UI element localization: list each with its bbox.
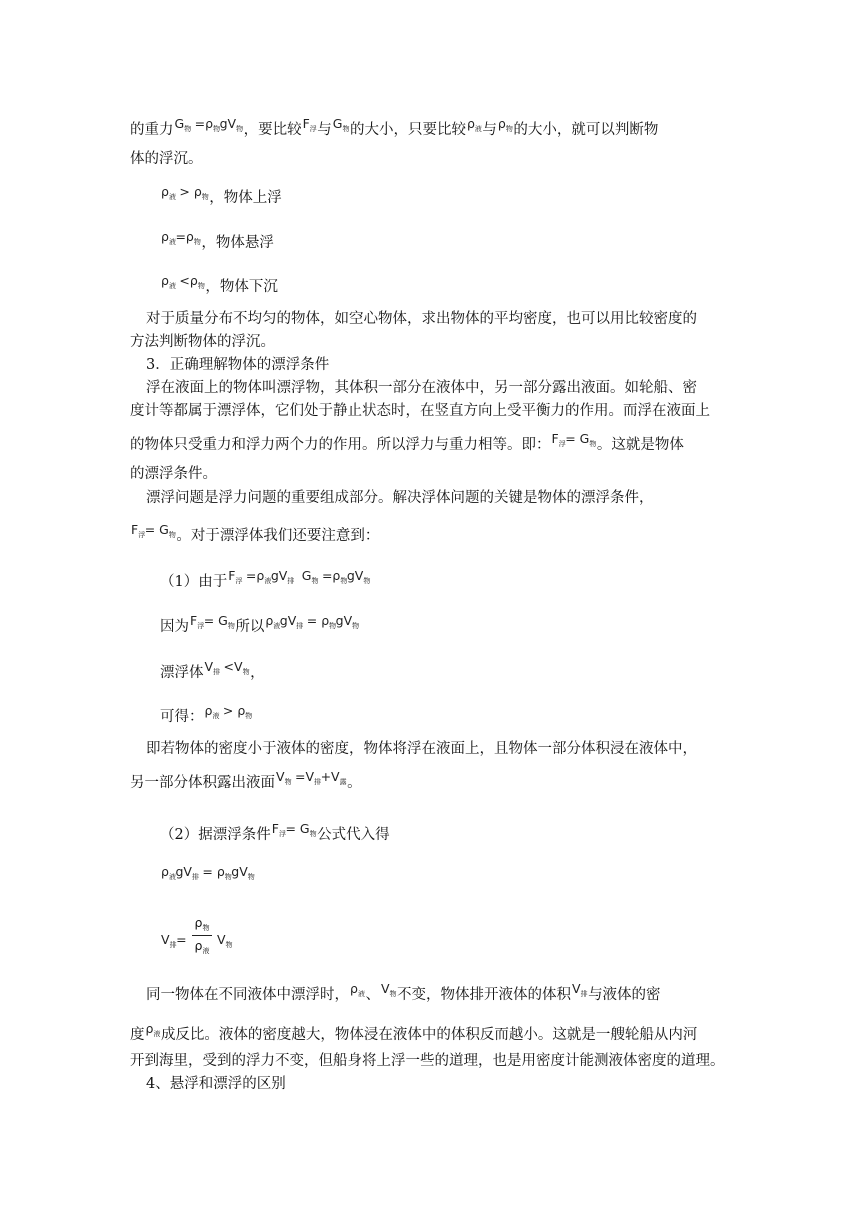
text-line: 的物体只受重力和浮力两个力的作用。所以浮力与重力相等。即：$F_浮= G_物$。这就是物体 (130, 431, 684, 453)
text-line: 漂浮体$V_排 <V_物$， (160, 659, 265, 681)
formula: $\rho_液$ (145, 1021, 160, 1038)
text-line: 开到海里，受到的浮力不变，但船身将上浮一些的道理，也是用密度计能测液体密度的道理。 (130, 1053, 725, 1069)
formula: $\rho_液$ (350, 981, 365, 998)
formula: $V_物$ (380, 981, 396, 998)
formula: $F_浮= G_物$ (190, 613, 235, 630)
text-line: 度计等都属于漂浮体，它们处于静止状态时，在竖直方向上受平衡力的作用。而浮在液面上 (130, 403, 710, 419)
formula: $\rho_液gV_排 = \rho_物gV_物$ (161, 864, 255, 881)
formula: $V_排$ (572, 981, 588, 998)
formula: $\rho_液 <\rho_物$ (161, 273, 205, 290)
text-line: 因为$F_浮= G_物$所以$\rho_液gV_排 = \rho_物gV_物$ (160, 613, 359, 635)
formula: $F_浮= G_物$ (131, 522, 176, 539)
formula-line (160, 917, 233, 962)
text-line: 对于质量分布不均匀的物体，如空心物体，求出物体的平均密度，也可以用比较密度的 (146, 311, 697, 327)
text-line: 另一部分体积露出液面$V_物 =V_排+V_露$。 (130, 769, 362, 791)
formula: $\rho_物$ (497, 116, 513, 133)
text-line: （2）据漂浮条件$F_浮= G_物$公式代入得 (160, 821, 390, 843)
text-line: 体的浮沉。 (130, 151, 203, 167)
text-line: 方法判断物体的浮沉。 (130, 334, 275, 350)
formula: $F_浮= G_物$ (271, 821, 317, 838)
formula: $\rho_液 > \rho_物$ (204, 703, 252, 720)
formula: $F_浮= G_物$ (551, 431, 596, 448)
formula: $\rho_液=\rho_物$ (161, 229, 201, 246)
formula: $\rho_液$ (466, 116, 482, 133)
formula: $\rho_液gV_排 = \rho_物gV_物$ (265, 613, 359, 630)
text-line: 的重力$G_物 =\rho_物gV_物$，要比较$F_浮$与$G_物$的大小，只要比较$\rho_液$与$\rho_物$的大小，就可以判断物 (130, 116, 659, 138)
formula: $\rho_液 > \rho_物$ (161, 184, 209, 201)
formula: $V_排 <V_物$ (204, 659, 250, 676)
text-line: 漂浮问题是浮力问题的重要组成部分。解决浮体问题的关键是物体的漂浮条件， (146, 490, 654, 506)
formula: $F_浮$ (302, 116, 317, 133)
text-line: 即若物体的密度小于液体的密度，物体将浮在液面上，且物体一部分体积浸在液体中， (146, 741, 697, 757)
text-line: （1）由于$F_浮 =\rho_液gV_排$ $G_物 =\rho_物gV_物$ (160, 568, 370, 590)
section-heading: 4、悬浮和漂浮的区别 (146, 1076, 286, 1092)
text-line: 的漂浮条件。 (130, 466, 217, 482)
formula-line (160, 864, 255, 890)
fraction: $\frac{\rho_物}{\rho_液}$ (192, 913, 212, 958)
section-heading: 3．正确理解物体的漂浮条件 (146, 357, 330, 373)
text-line: $F_浮= G_物$。对于漂浮体我们还要注意到： (131, 522, 380, 544)
text-line: $\rho_液 > \rho_物$，物体上浮 (161, 184, 282, 206)
text-line: 同一物体在不同液体中漂浮时，$\rho_液$、$V_物$不变，物体排开液体的体积$V_排$与液体的密 (146, 981, 661, 1003)
text-line: 可得：$\rho_液 > \rho_物$ (160, 703, 252, 725)
formula: $V_排=$ (161, 931, 187, 949)
formula: $G_物$ (332, 116, 349, 133)
formula: $G_物 =\rho_物gV_物$ (174, 116, 243, 133)
text-line: 浮在液面上的物体叫漂浮物，其体积一部分在液体中，另一部分露出液面。如轮船、密 (146, 380, 697, 396)
formula: $F_浮 =\rho_液gV_排$ $G_物 =\rho_物gV_物$ (228, 568, 370, 585)
formula: $V_物 =V_排+V_露$ (276, 769, 347, 786)
text-line: 度$\rho_液$成反比。液体的密度越大，物体浸在液体中的体积反而越小。这就是一艘轮船从内河 (130, 1021, 698, 1043)
text-line: $\rho_液 <\rho_物$，物体下沉 (161, 273, 278, 295)
formula: $V_物$ (216, 931, 233, 949)
text-line: $\rho_液=\rho_物$，物体悬浮 (161, 229, 274, 251)
